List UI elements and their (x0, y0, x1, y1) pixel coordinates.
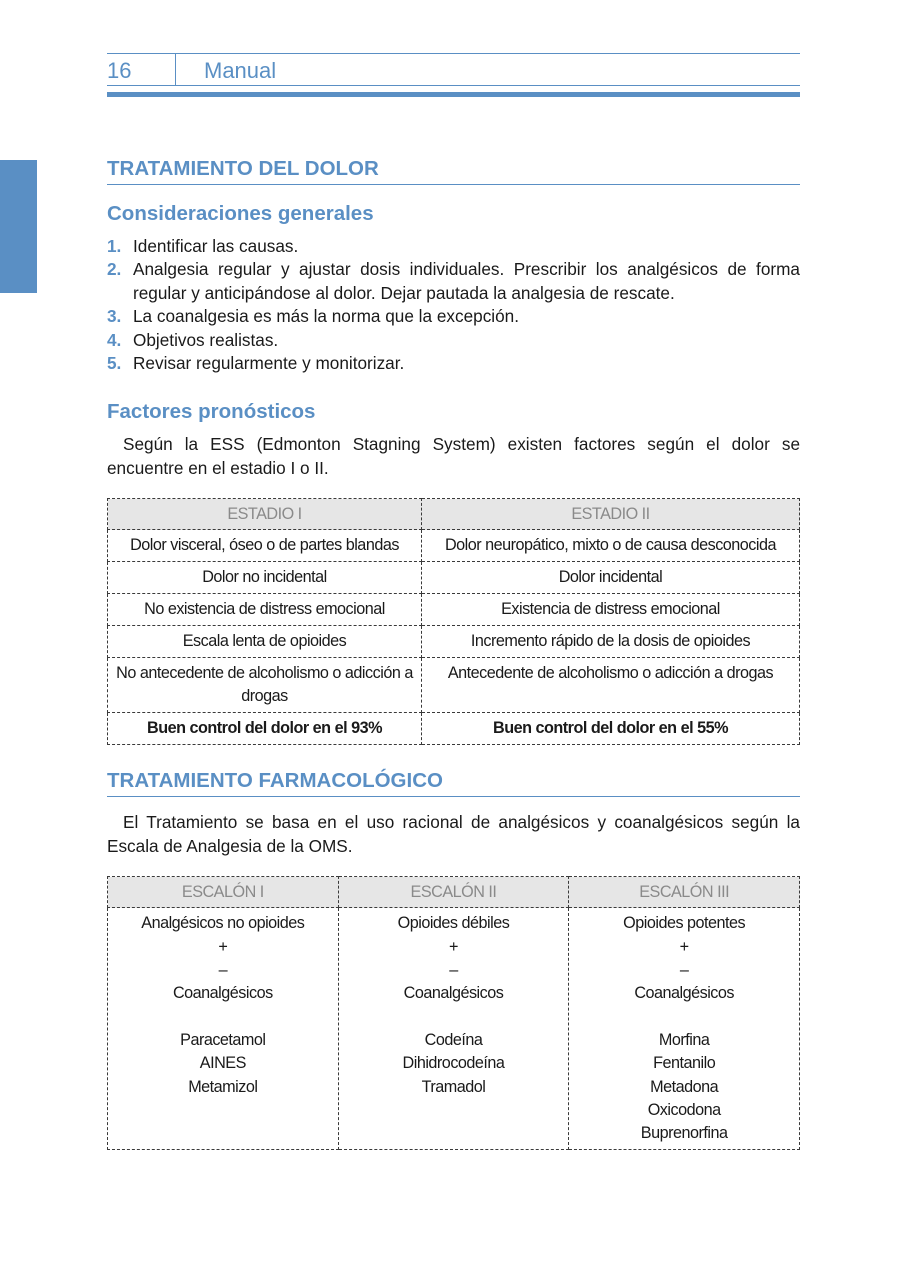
header-separator (175, 54, 176, 85)
table-cell: Incremento rápido de la dosis de opioides (422, 626, 800, 658)
drug-name: Morfina (658, 1030, 710, 1049)
table-row (108, 530, 800, 562)
escalon-cell (569, 908, 800, 1150)
coanalgesic-label: Coanalgésicos (172, 984, 273, 1003)
drug-name: Paracetamol (180, 1030, 266, 1049)
header-top-rule (107, 53, 800, 54)
header-cell: ESCALÓN III (569, 877, 800, 908)
header-middle-rule (107, 85, 800, 86)
minus-sign: – (218, 961, 228, 980)
coanalgesic-label: Coanalgésicos (634, 984, 734, 1003)
coanalgesic-label: Coanalgésicos (403, 984, 504, 1003)
subsection-title-factores: Factores pronósticos (107, 400, 316, 424)
list-number: 4. (107, 329, 122, 350)
table-cell: Dolor no incidental (108, 562, 422, 594)
table-header-row (108, 877, 800, 908)
drug-name: Metadona (650, 1077, 719, 1096)
drug-name: Tramadol (421, 1077, 486, 1096)
drug-class: Analgésicos no opioides (141, 914, 305, 933)
farmacologico-paragraph: El Tratamiento se basa en el uso racional de analgésicos y coanalgésicos según la Escala de Analgesia de la OMS. (107, 812, 800, 856)
section-title-tratamiento-farmacologico: TRATAMIENTO FARMACOLÓGICO (107, 767, 800, 797)
drug-name: Buprenorfina (640, 1124, 728, 1143)
list-item (107, 352, 800, 375)
list-number: 5. (107, 353, 122, 374)
table-cell: Escala lenta de opioides (108, 626, 422, 658)
table-cell: Buen control del dolor en el 93% (108, 713, 422, 745)
list-number: 3. (107, 306, 122, 327)
list-item (107, 258, 800, 305)
drug-name: Fentanilo (653, 1054, 716, 1073)
list-item (107, 305, 800, 328)
table-cell: Dolor neuropático, mixto o de causa desconocida (422, 530, 800, 562)
list-text: Analgesia regular y ajustar dosis individuales. Prescribir los analgésicos de forma regular y anticipándose al dolor. Dejar pautada la analgesia de rescate. (133, 259, 800, 303)
table-row (108, 626, 800, 658)
table-cell: Antecedente de alcoholismo o adicción a drogas (422, 658, 800, 713)
plus-sign: + (449, 937, 458, 956)
minus-sign: – (679, 961, 689, 980)
running-title: Manual (204, 58, 277, 83)
drug-class: Opioides débiles (397, 914, 510, 933)
table-header-row (108, 499, 800, 530)
subsection-title-consideraciones: Consideraciones generales (107, 202, 374, 225)
list-item (107, 235, 800, 258)
page-content (107, 155, 800, 1150)
list-number: 2. (107, 259, 122, 280)
page-header (107, 53, 800, 97)
drug-class: Opioides potentes (623, 914, 746, 933)
list-text: La coanalgesia es más la norma que la excepción. (133, 306, 519, 327)
drug-name: Metamizol (188, 1077, 258, 1096)
table-row (108, 658, 800, 713)
table-cell: Existencia de distress emocional (422, 594, 800, 626)
table-row (108, 594, 800, 626)
escalon-cell (338, 908, 569, 1150)
header-cell: ESCALÓN II (338, 877, 569, 908)
drug-name: Dihidrocodeína (402, 1054, 505, 1073)
list-text: Objetivos realistas. (133, 329, 279, 350)
side-color-tab (0, 160, 37, 293)
drug-name: Oxicodona (647, 1100, 721, 1119)
list-text: Revisar regularmente y monitorizar. (133, 353, 405, 374)
considerations-list (107, 235, 800, 375)
table-cell: Dolor visceral, óseo o de partes blandas (108, 530, 422, 562)
plus-sign: + (679, 937, 689, 956)
list-item (107, 329, 800, 352)
minus-sign: – (449, 961, 458, 980)
factores-paragraph: Según la ESS (Edmonton Stagning System) existen factores según el dolor se encuentre en el estadio I o II. (107, 434, 800, 478)
header-cell: ESTADIO II (422, 499, 800, 530)
estadios-table (107, 498, 800, 745)
escalones-table (107, 876, 800, 1150)
table-row (108, 562, 800, 594)
table-cell: Dolor incidental (422, 562, 800, 594)
table-cell: No existencia de distress emocional (108, 594, 422, 626)
escalon-cell (108, 908, 339, 1150)
section-title-tratamiento-dolor: TRATAMIENTO DEL DOLOR (107, 155, 800, 185)
plus-sign: + (218, 937, 228, 956)
list-number: 1. (107, 236, 122, 256)
table-cell: No antecedente de alcoholismo o adicción a drogas (108, 658, 422, 713)
table-row (108, 908, 800, 1150)
header-cell: ESCALÓN I (108, 877, 339, 908)
table-cell: Buen control del dolor en el 55% (422, 713, 800, 745)
header-cell: ESTADIO I (108, 499, 422, 530)
header-bottom-rule (107, 92, 800, 97)
drug-name: Codeína (424, 1030, 483, 1049)
drug-name: AINES (199, 1054, 246, 1073)
list-text: Identificar las causas. (133, 236, 299, 256)
page-number: 16 (107, 58, 132, 83)
table-row (108, 713, 800, 745)
